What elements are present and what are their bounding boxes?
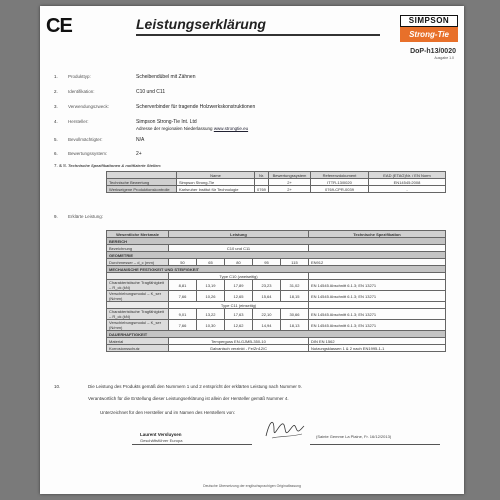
dop-version: Ausgabe 1.0 xyxy=(434,56,454,60)
section-label: Erklärte Leistung: xyxy=(68,214,104,219)
row-num: 4. xyxy=(54,119,58,124)
cell: Technische Bewertung xyxy=(107,179,177,186)
cell: 2+ xyxy=(269,186,311,193)
simpson-logo xyxy=(400,15,458,43)
table-row xyxy=(107,320,446,331)
signature-line xyxy=(132,444,252,445)
table-row xyxy=(107,345,446,352)
bereich-heading: BEREICH xyxy=(107,238,446,245)
th-empty xyxy=(107,172,177,179)
row-label: Bewertungssystem: xyxy=(68,151,108,156)
cell: EN14545:2008 xyxy=(369,179,446,186)
row-value: N/A xyxy=(136,137,145,143)
section-bar xyxy=(107,266,446,273)
cell: Simpson Strong-Tie xyxy=(177,179,255,186)
closing-line-3: Unterzeichnet für den Hersteller und im Namen des Herstellers von: xyxy=(100,410,236,415)
cell: ITTR-13/0020 xyxy=(311,179,369,186)
table-row xyxy=(107,309,446,320)
cell: 0769 xyxy=(255,186,269,193)
cell: 9,01 xyxy=(169,309,197,320)
section-label: Technische Spezifikationen & notifizierte Stellen: xyxy=(68,163,162,168)
cell: 0769-CPR-0039 xyxy=(311,186,369,193)
cell: 18,13 xyxy=(281,320,309,331)
row-num: 6. xyxy=(54,151,58,156)
closing-line-1: Die Leistung des Produkts gemäß den Nummern 1 und 2 entspricht der erklärten Leistung nach Nummer 9. xyxy=(88,384,302,389)
cell: 22,10 xyxy=(253,309,281,320)
row-value: 2+ xyxy=(136,151,142,157)
cell: 12,62 xyxy=(225,320,253,331)
cell-label: Bezeichnung xyxy=(107,245,169,252)
logo-top-text: SIMPSON xyxy=(400,15,458,27)
cell xyxy=(107,273,169,280)
table-row xyxy=(107,259,446,266)
performance-table xyxy=(106,230,446,352)
website-link[interactable]: www.strongtie.eu xyxy=(213,126,249,131)
cell-label: Verschiebungsmodul – K_ser (N/mm) xyxy=(107,320,169,331)
cell: 10,26 xyxy=(197,291,225,302)
table-row xyxy=(107,245,446,252)
footer-note: Deutsche Übersetzung der englischsprachigen Originalfassung xyxy=(203,484,301,488)
table-row xyxy=(107,280,446,291)
ce-mark: CE xyxy=(46,15,72,37)
cell: C10 und C11 xyxy=(169,245,309,252)
cell: 17,89 xyxy=(225,280,253,291)
row-label: Verwendungszweck: xyxy=(68,104,110,109)
dop-id: DoP-h13/0020 xyxy=(410,48,456,55)
row-value: Scherverbinder für tragende Holzwerkskonstruktionen xyxy=(136,104,256,110)
cell xyxy=(255,179,269,186)
cell: 10,30 xyxy=(197,320,225,331)
cell: 12,65 xyxy=(225,291,253,302)
cell: 13,19 xyxy=(197,280,225,291)
cell: DIN EN 1562 xyxy=(309,338,446,345)
signing-place-date: (Sainte Gemme La Plaine, Fr. 16/12/2013) xyxy=(316,434,392,439)
row-label: Hersteller: xyxy=(68,119,89,124)
section-bar xyxy=(107,252,446,259)
th-referenz: Referenzdokument xyxy=(311,172,369,179)
th-spezifikation: Technische Spezifikation xyxy=(309,231,446,238)
handwritten-signature xyxy=(262,416,306,442)
row-num: 5. xyxy=(54,137,58,142)
dauer-heading: DAUERHAFTIGKEIT xyxy=(107,331,446,338)
title-rule xyxy=(136,34,380,36)
section-num: 9. xyxy=(54,214,58,219)
section-num: 10. xyxy=(54,384,61,389)
table-row xyxy=(107,291,446,302)
table-row xyxy=(107,186,446,193)
cell: 65 xyxy=(197,259,225,266)
table-row xyxy=(107,302,446,309)
table-row xyxy=(107,179,446,186)
cell-label: Korrosionsschutz xyxy=(107,345,169,352)
signatory-name: Laurent Versluysen xyxy=(140,432,182,437)
closing-line-2: Verantwortlich für die Erstellung dieser Leistungserklärung ist allein der Hersteller gemäß Nummer 4. xyxy=(88,396,289,401)
type-c11-label: Type C11 (einseitig) xyxy=(169,302,309,309)
cell: EN 14545 Abschnitt 6.1.3; EN 13271 xyxy=(309,291,446,302)
table-header-row xyxy=(107,231,446,238)
cell: 7,66 xyxy=(169,291,197,302)
document-sheet xyxy=(40,6,464,494)
cell: 7,66 xyxy=(169,320,197,331)
cell: 2+ xyxy=(269,179,311,186)
cell-label: Durchmesser – d_c (mm) xyxy=(107,259,169,266)
cell xyxy=(309,273,446,280)
cell: 8,81 xyxy=(169,280,197,291)
th-ead: EAD (ETAG)Nr. / EN Norm xyxy=(369,172,446,179)
cell: 13,22 xyxy=(197,309,225,320)
signatory-role: Geschäftsführer Europa xyxy=(140,438,183,443)
table-row xyxy=(107,338,446,345)
section-num: 7. & 8. xyxy=(54,163,68,168)
row-num: 2. xyxy=(54,89,58,94)
th-merkmale: Wesentliche Merkmale xyxy=(107,231,169,238)
th-nr: Nr. xyxy=(255,172,269,179)
cell: 15,64 xyxy=(253,291,281,302)
cell xyxy=(309,302,446,309)
cell: 80 xyxy=(225,259,253,266)
cell: EN 14545 Abschnitt 6.1.3; EN 13271 xyxy=(309,309,446,320)
document-title: Leistungserklärung xyxy=(136,16,266,32)
logo-bottom-text: Strong-Tie xyxy=(400,27,458,42)
cell: Nutzungsklassen 1 & 2 nach EN1995-1-1 xyxy=(309,345,446,352)
place-line xyxy=(310,444,440,445)
cell: 30,66 xyxy=(281,309,309,320)
cell-label: Verschiebungsmodul – K_ser (N/mm) xyxy=(107,291,169,302)
geometrie-heading: GEOMETRIE xyxy=(107,252,446,259)
cell: 115 xyxy=(281,259,309,266)
table-header-row xyxy=(107,172,446,179)
row-value: C10 und C11 xyxy=(136,89,166,95)
cell: EN 14545 Abschnitt 6.1.3; EN 13271 xyxy=(309,280,446,291)
row-label: Produkttyp: xyxy=(68,74,91,79)
type-c10-label: Type C10 (zweiseitig) xyxy=(169,273,309,280)
cell: 95 xyxy=(253,259,281,266)
row-label: Bevollmächtigter: xyxy=(68,137,103,142)
th-bewertung: Bewertungssystem xyxy=(269,172,311,179)
cell: 18,15 xyxy=(281,291,309,302)
address-line xyxy=(136,126,248,131)
cell xyxy=(309,245,446,252)
cell: - xyxy=(369,186,446,193)
cell: 23,23 xyxy=(253,280,281,291)
section-bar xyxy=(107,238,446,245)
address-text: Adresse der regionalen Niederlassung xyxy=(136,126,213,131)
cell-label: Charakteristische Tragfähigkeit – R_ck (kN) xyxy=(107,309,169,320)
table-row xyxy=(107,273,446,280)
cell: 14,94 xyxy=(253,320,281,331)
cell: 17,63 xyxy=(225,309,253,320)
cell: Temperguss EN-GJMB-350-10 xyxy=(169,338,309,345)
th-name: Name xyxy=(177,172,255,179)
cell: 31,02 xyxy=(281,280,309,291)
section-bar xyxy=(107,331,446,338)
row-value: Scheibendübel mit Zähnen xyxy=(136,74,196,80)
mech-heading: MECHANISCHE FESTIGKEIT UND STEIFIGKEIT xyxy=(107,266,446,273)
cell xyxy=(107,302,169,309)
spec-table xyxy=(106,171,446,193)
cell: Galvanisch verzinkt - Fe/Zn12/C xyxy=(169,345,309,352)
row-value: Simpson Strong-Tie Int. Ltd xyxy=(136,119,197,125)
cell: Karlsruher Institut für Technologie xyxy=(177,186,255,193)
cell: EN 14545 Abschnitt 6.1.3; EN 13271 xyxy=(309,320,446,331)
cell-label: Material xyxy=(107,338,169,345)
cell-label: Charakteristische Tragfähigkeit – R_ck (kN) xyxy=(107,280,169,291)
row-num: 1. xyxy=(54,74,58,79)
row-num: 3. xyxy=(54,104,58,109)
row-label: Identifikation: xyxy=(68,89,95,94)
cell: Werkseigene Produktionskontrolle xyxy=(107,186,177,193)
cell: 50 xyxy=(169,259,197,266)
cell: EN912 xyxy=(309,259,446,266)
th-leistung: Leistung xyxy=(169,231,309,238)
